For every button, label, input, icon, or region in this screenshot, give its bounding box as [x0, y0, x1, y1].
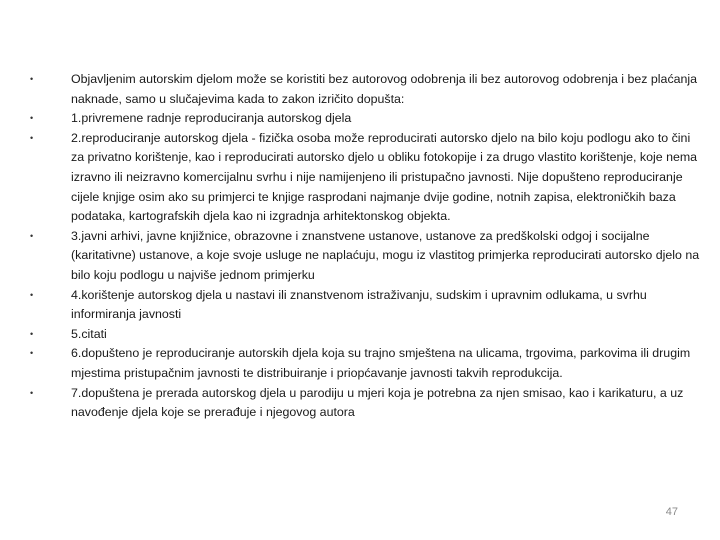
- bullet-item: [30, 227, 700, 286]
- bullet-item: [30, 344, 700, 383]
- bullet-dot-icon: •: [30, 74, 34, 84]
- bullet-dot-icon: •: [30, 132, 34, 143]
- bullet-text: 6.dopušteno je reproduciranje autorskih djela koja su trajno smještena na ulicama, trgovima, parkovima ili drugim mjestima pristupačnim javnosti te distribuiranje i priopćavanje javnosti takvih reprodukcija.: [71, 346, 691, 380]
- bullet-item: [30, 286, 700, 325]
- bullet-text: 5.citati: [71, 326, 107, 341]
- bullet-item: [30, 129, 700, 227]
- bullet-dot-icon: •: [30, 289, 34, 300]
- bullet-item: [30, 70, 700, 109]
- bullet-text: 7.dopuštena je prerada autorskog djela u parodiju u mjeri koja je potrebna za njen smisao, kao i karikaturu, a uz navođenje djela koje se prerađuje i njegovog autora: [71, 385, 684, 420]
- bullet-text: 2.reproduciranje autorskog djela - fizička osoba može reproducirati autorsko djelo na bilo koju podlogu ako to čini za privatno korištenje, kao i reproducirati autorsko djelo u obliku fotokopije i za drugo vlastito korištenje, koje nema izravno ili neizravno komercijalnu svrhu i nije namijenjeno ili pristupačno javnosti. Nije dopušteno reproduciranje cijele knjige osim ako su primjerci te knjige rasprodani najmanje dvije godine, notnih zapisa, elektroničkih baza podataka, kartografskih djela kao ni izgradnja arhitektonskog objekta.: [71, 130, 698, 224]
- bullet-item: [30, 109, 700, 129]
- bullet-text: Objavljenim autorskim djelom može se koristiti bez autorovog odobrenja ili bez autorovog odobrenja i bez plaćanja naknade, samo u slučajevima kada to zakon izričito dopušta:: [71, 72, 698, 106]
- bullet-item: [30, 325, 700, 345]
- page-number: 47: [665, 506, 678, 518]
- bullet-text: 3.javni arhivi, javne knjižnice, obrazovne i znanstvene ustanove, ustanove za predškolski odgoj i socijalne (karitativne) ustanove, a koje svoje usluge ne naplaćuju, mogu iz vlastitog primjerka reproducirati autorsko djelo na bilo koju podlogu u najviše jednom primjerku: [71, 228, 700, 282]
- bullet-dot-icon: •: [30, 113, 34, 124]
- bullet-text: 4.korištenje autorskog djela u nastavi ili znanstvenom istraživanju, sudskim i upravnim odlukama, u svrhu informiranja javnosti: [71, 287, 647, 322]
- bullet-dot-icon: •: [30, 328, 34, 339]
- bullet-item: [30, 384, 700, 423]
- bullet-dot-icon: •: [30, 230, 34, 241]
- bullet-dot-icon: •: [30, 387, 34, 398]
- bullet-list: [30, 70, 700, 423]
- bullet-dot-icon: •: [30, 348, 34, 359]
- bullet-text: 1.privremene radnje reproduciranja autorskog djela: [71, 111, 352, 126]
